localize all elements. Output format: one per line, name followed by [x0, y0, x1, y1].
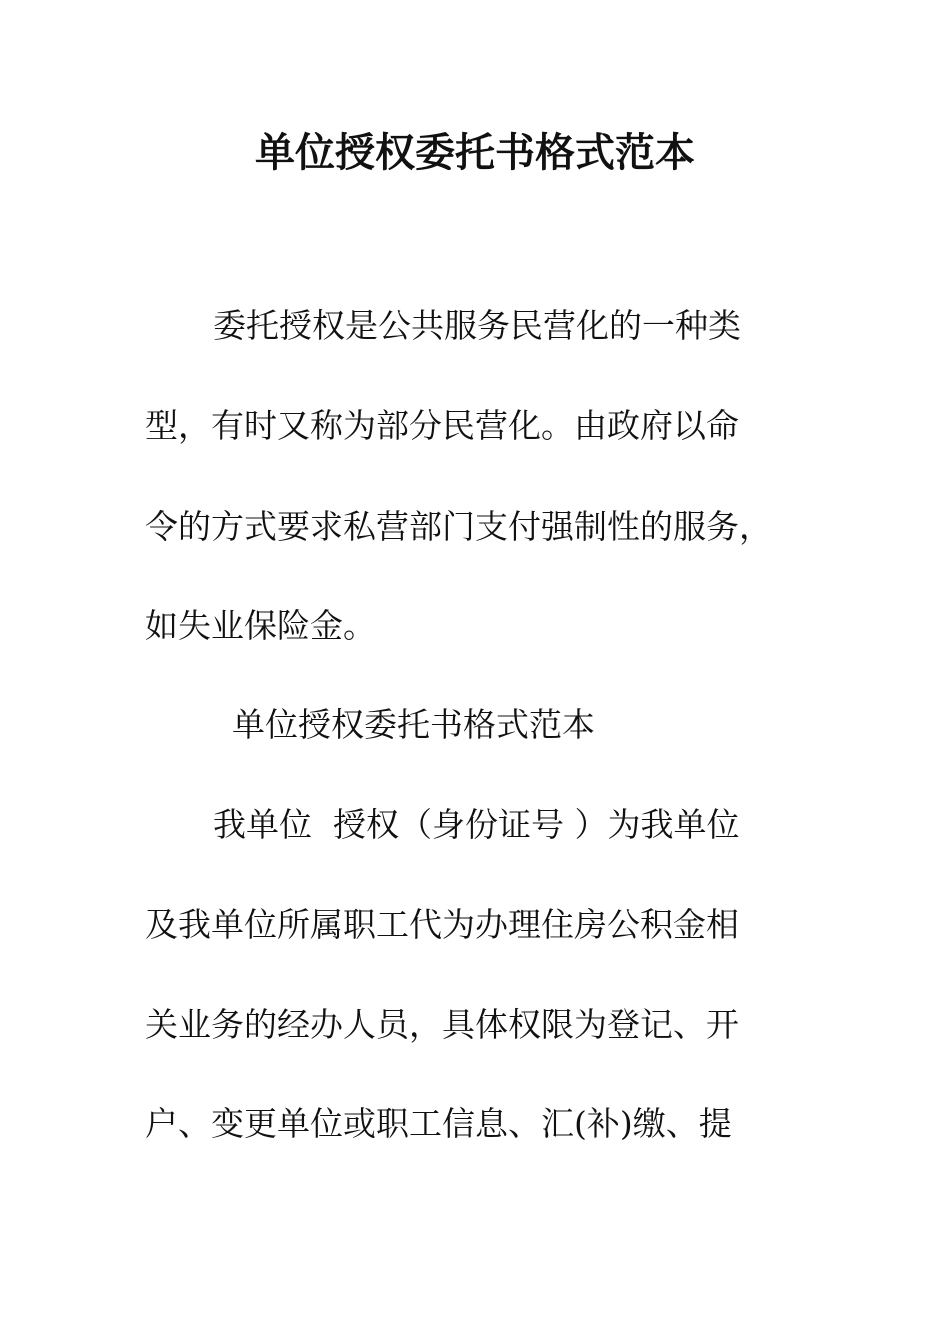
paragraph-1-line-3: 令的方式要求私营部门支付强制性的服务， [145, 507, 772, 546]
paragraph-1-line-1: 委托授权是公共服务民营化的一种类 [213, 306, 741, 345]
paragraph-1-line-4: 如失业保险金。 [145, 606, 376, 645]
subheading: 单位授权委托书格式范本 [232, 705, 595, 744]
paragraph-2-line-3: 关业务的经办人员，具体权限为登记、开 [145, 1005, 739, 1044]
document-title: 单位授权委托书格式范本 [255, 129, 695, 176]
paragraph-2-line-2: 及我单位所属职工代为办理住房公积金相 [145, 905, 739, 944]
paragraph-2-line-1: 我单位 授权（身份证号 ）为我单位 [213, 805, 740, 844]
paragraph-1-line-2: 型，有时又称为部分民营化。由政府以命 [145, 406, 739, 445]
paragraph-2-line-4: 户、变更单位或职工信息、汇(补)缴、提 [145, 1104, 732, 1143]
